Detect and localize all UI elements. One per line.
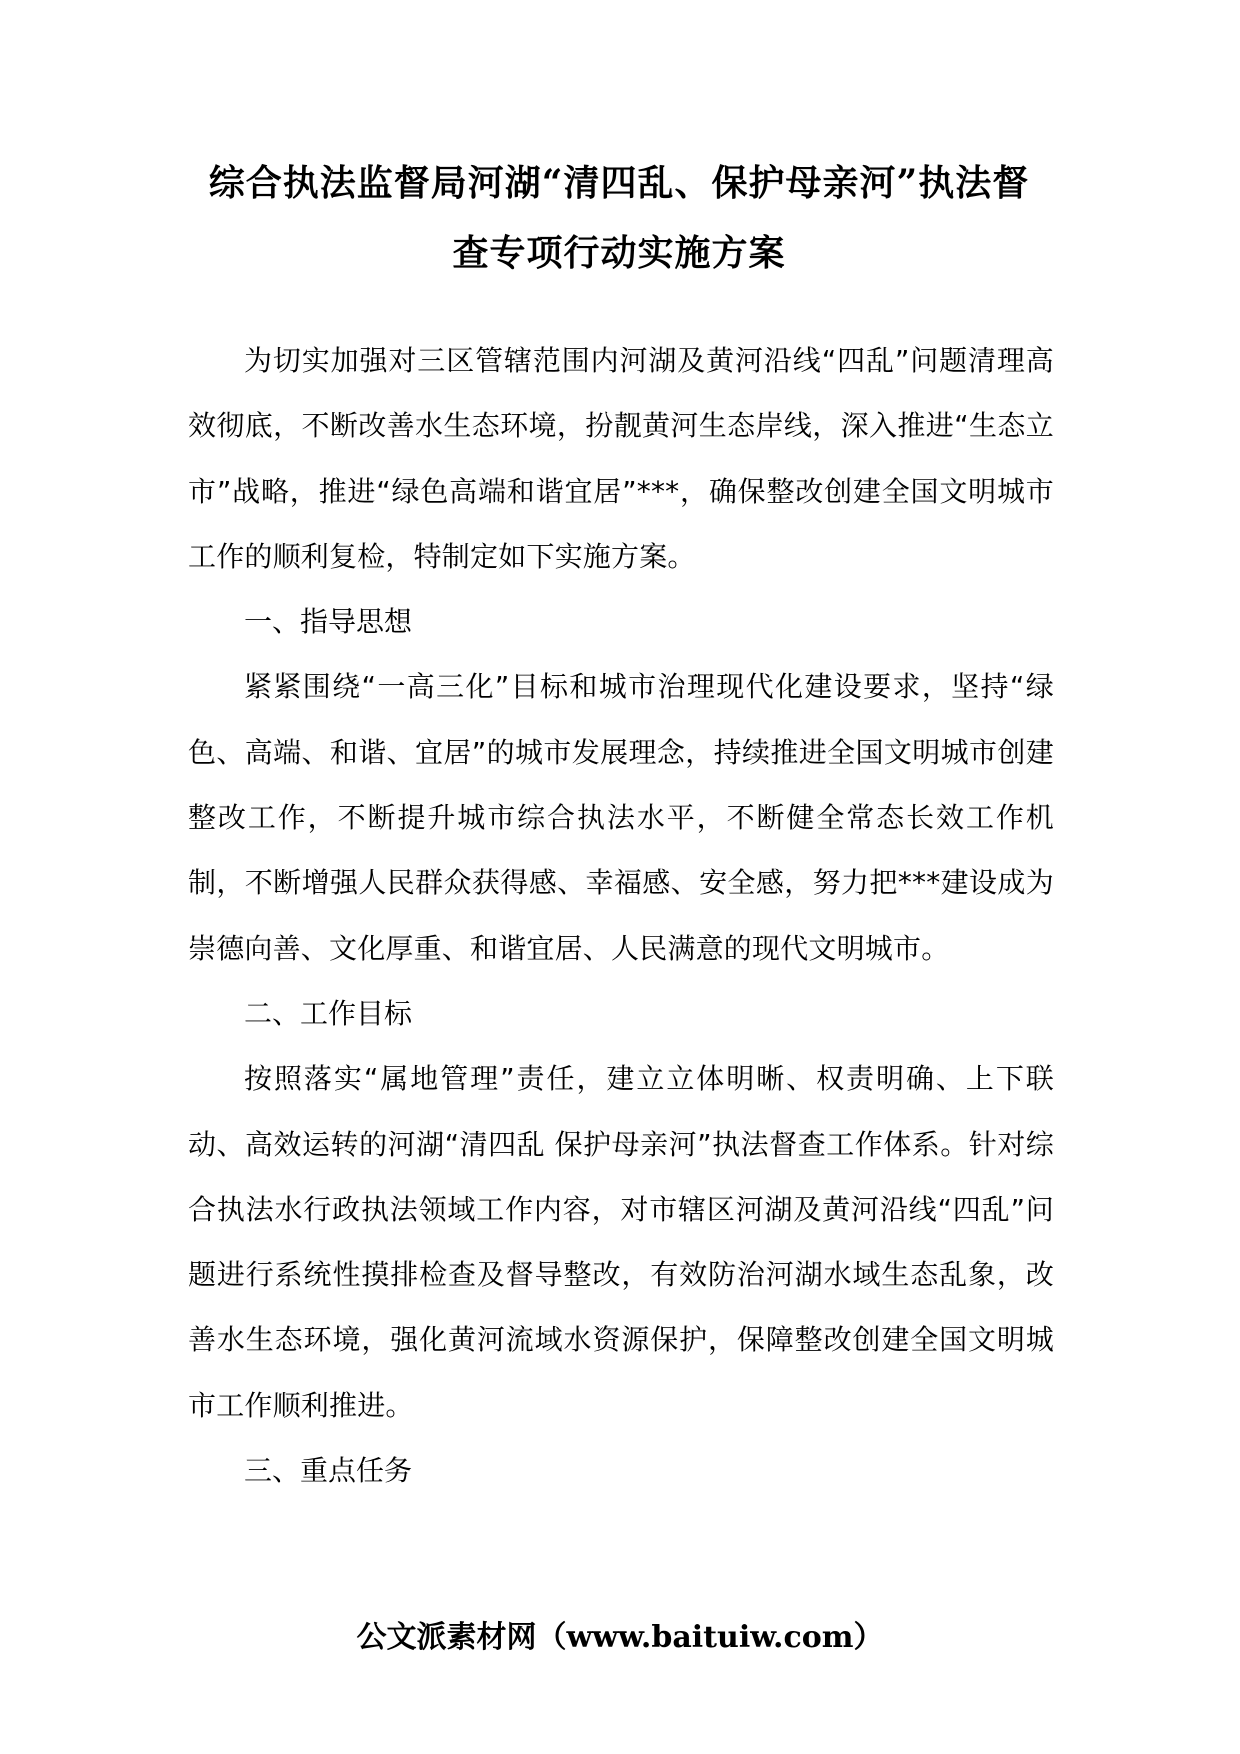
document-title <box>184 148 1054 288</box>
intro-paragraph: 为切实加强对三区管辖范围内河湖及黄河沿线“四乱”问题清理高效彻底，不断改善水生态环境，扮靓黄河生态岸线，深入推进“生态立市”战略，推进“绿色高端和谐宜居”***，确保整改创建全国文明城市工作的顺利复检，特制定如下实施方案。 <box>188 344 1054 573</box>
document-title-line-1: 综合执法监督局河湖“清四乱、保护母亲河”执法督 <box>208 162 1030 204</box>
section-heading-key-tasks: 三、重点任务 <box>244 1454 413 1488</box>
document-body <box>188 328 1054 1503</box>
section-body-guiding-thought: 紧紧围绕“一高三化”目标和城市治理现代化建设要求，坚持“绿色、高端、和谐、宜居”的城市发展理念，持续推进全国文明城市创建整改工作，不断提升城市综合执法水平，不断健全常态长效工作机制，不断增强人民群众获得感、幸福感、安全感，努力把***建设成为崇德向善、文化厚重、和谐宜居、人民满意的现代文明城市。 <box>188 670 1054 965</box>
document-title-line-2: 查专项行动实施方案 <box>452 232 786 274</box>
section-heading-work-goals: 二、工作目标 <box>244 996 413 1030</box>
footer-watermark-text: 公文派素材网（www.baituiw.com） <box>356 1620 884 1655</box>
section-body-work-goals: 按照落实“属地管理”责任，建立立体明晰、权责明确、上下联动、高效运转的河湖“清四乱 保护母亲河”执法督查工作体系。针对综合执法水行政执法领域工作内容，对市辖区河湖及黄河沿线“四乱”问题进行系统性摸排检查及督导整改，有效防治河湖水域生态乱象，改善水生态环境，强化黄河流域水资源保护，保障整改创建全国文明城市工作顺利推进。 <box>188 1062 1054 1422</box>
section-heading-guiding-thought: 一、指导思想 <box>244 605 413 639</box>
